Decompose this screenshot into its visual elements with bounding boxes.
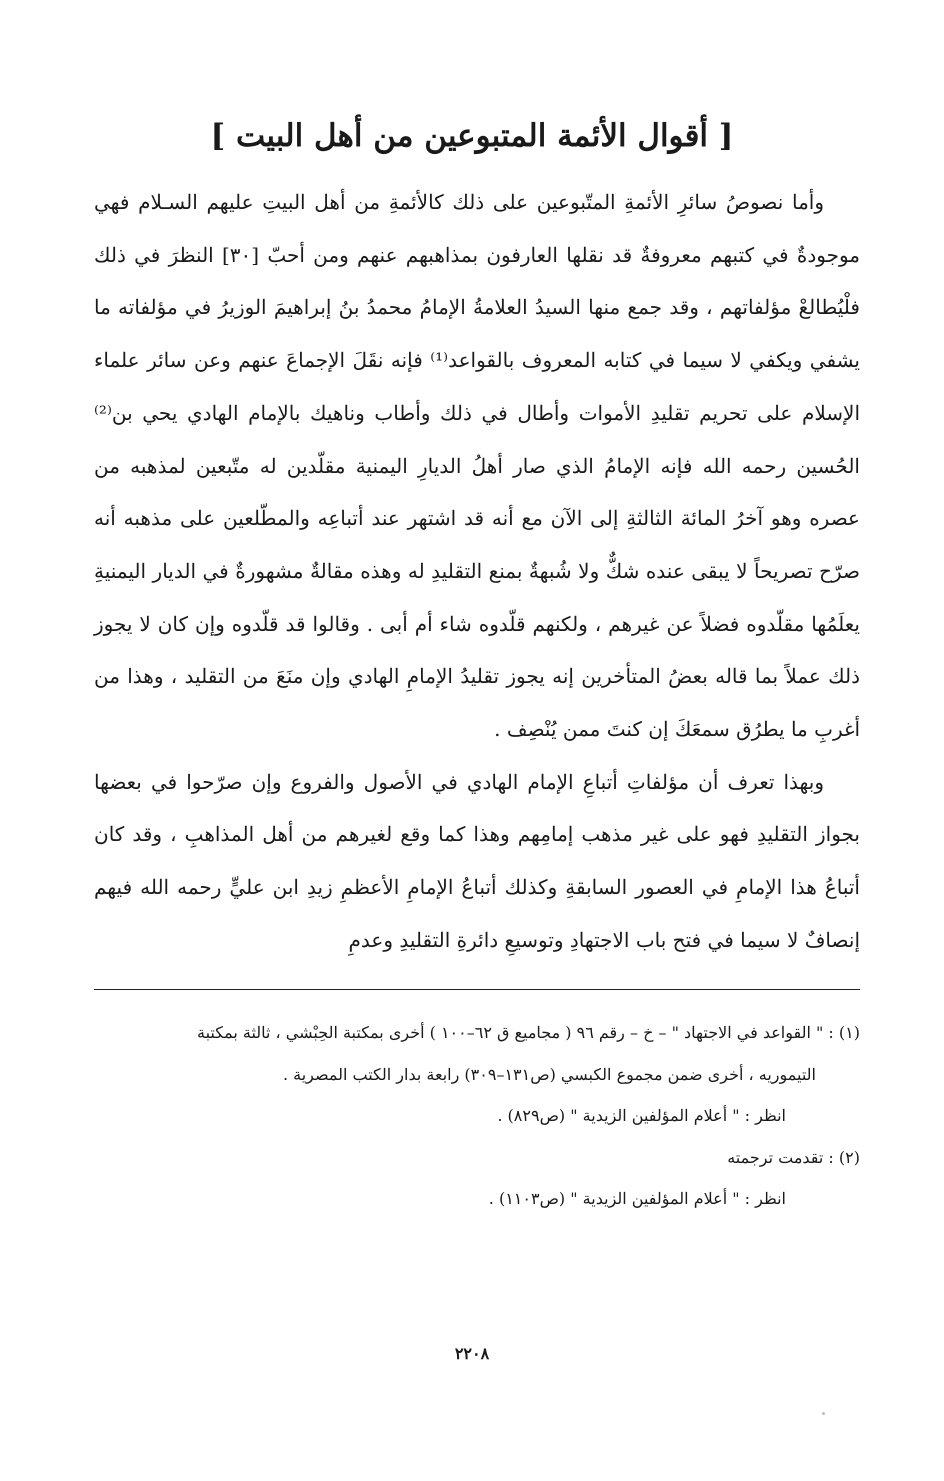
paragraph-2: وبهذا تعرف أن مؤلفاتِ أتباعِ الإمام الهادي في الأصول والفروع وإن صرّحوا في بعضها بجواز التقليدِ فهو على غير مذهب إمامِهم وهذا كما وقع لغيرهم من أهل المذاهبِ ، وقد كان أتباعُ هذا الإمامِ في العصور السابقةِ وكذلك أتباعُ الإمامِ الأعظمِ زيدِ ابن عليٍّ رحمه الله فيهم إنصافٌ لا سيما في فتح باب الاجتهادِ وتوسيعِ دائرةِ التقليدِ وعدمِ xyxy=(94,769,860,952)
footnote-1-reference: انظر : " أعلام المؤلفين الزيدية " (ص٨٢٩) . xyxy=(497,1106,786,1125)
section-heading: [ أقوال الأئمة المتبوعين من أهل البيت ] xyxy=(210,118,734,154)
footnote-2-line-1: (٢) : تقدمت ترجمته xyxy=(727,1147,860,1167)
paragraph-1: وأما نصوصُ سائرِ الأئمةِ المتّبوعين على ذلك كالأئمةِ من أهل البيتِ عليهم السـلام فهي موجودةٌ في كتبهم معروفةٌ قد نقلها العارفون بمذاهبهم عنهم ومن أحبّ [٣٠] النظرَ في ذلك فلْيُطالعْ مؤلفاتهم ، وقد جمع منها السيدُ العلامةُ الإمامُ محمدُ بنُ إبراهيمَ الوزيرُ في مؤلفاته ما يشفي ويكفي لا سيما في كتابه المعروف بالقواعد⁽¹⁾ فإنه نقَلَ الإجماعَ عنهم وعن سائر علماء الإسلام على تحريم تقليدِ الأموات وأطال في ذلك وأطاب وناهيك بالإمام الهادي يحي بن⁽²⁾ الحُسين رحمه الله فإنه الإمامُ الذي صار أهلُ الديارِ اليمنية مقلّدين له متّبعين لمذهبه من عصره وهو آخرُ المائة الثالثةِ إلى الآن مع أنه قد اشتهر عند أتباعِه والمطّلعين على مذهبه أنه صرّح تصريحاً لا يبقى عنده شكٌّ ولا شُبهةٌ بمنع التقليدِ له وهذه مقالةٌ مشهورةٌ في الديار اليمنيةِ يعلَمُها مقلّدوه فضلاً عن غيرهم ، ولكنهم قلّدوه شاء أم أبى . وقالوا قد قلّدوه وإن كان لا يجوز ذلك عملاً بما قاله بعضُ المتأخرين إنه يجوز تقليدُ الإمامِ الهادي وإن منَعَ من التقليد ، وهذا من أغربِ ما يطرُق سمعَكَ إن كنتَ ممن يُنْصِف . xyxy=(94,190,860,742)
footnote-2-reference: انظر : " أعلام المؤلفين الزيدية " (ص١١٠٣) . xyxy=(488,1189,786,1208)
footnotes xyxy=(94,1012,860,1220)
scan-speck xyxy=(822,1412,825,1415)
footnote-1-line-1: (١) : " القواعد في الاجتهاد " – خ – رقم ٩٦ ( مجاميع ق ٦٢–١٠٠ ) أخرى بمكتبة الحِبْشي ، ثالثة بمكتبة xyxy=(197,1023,860,1042)
main-text xyxy=(94,176,860,967)
footnote-1-line-2: التيموريه ، أخرى ضمن مجموع الكبسي (ص١٣١–٣٠٩) رابعة بدار الكتب المصرية . xyxy=(282,1064,816,1084)
page-number: ٢٢٠٨ xyxy=(454,1344,490,1363)
footnote-separator xyxy=(94,989,860,990)
